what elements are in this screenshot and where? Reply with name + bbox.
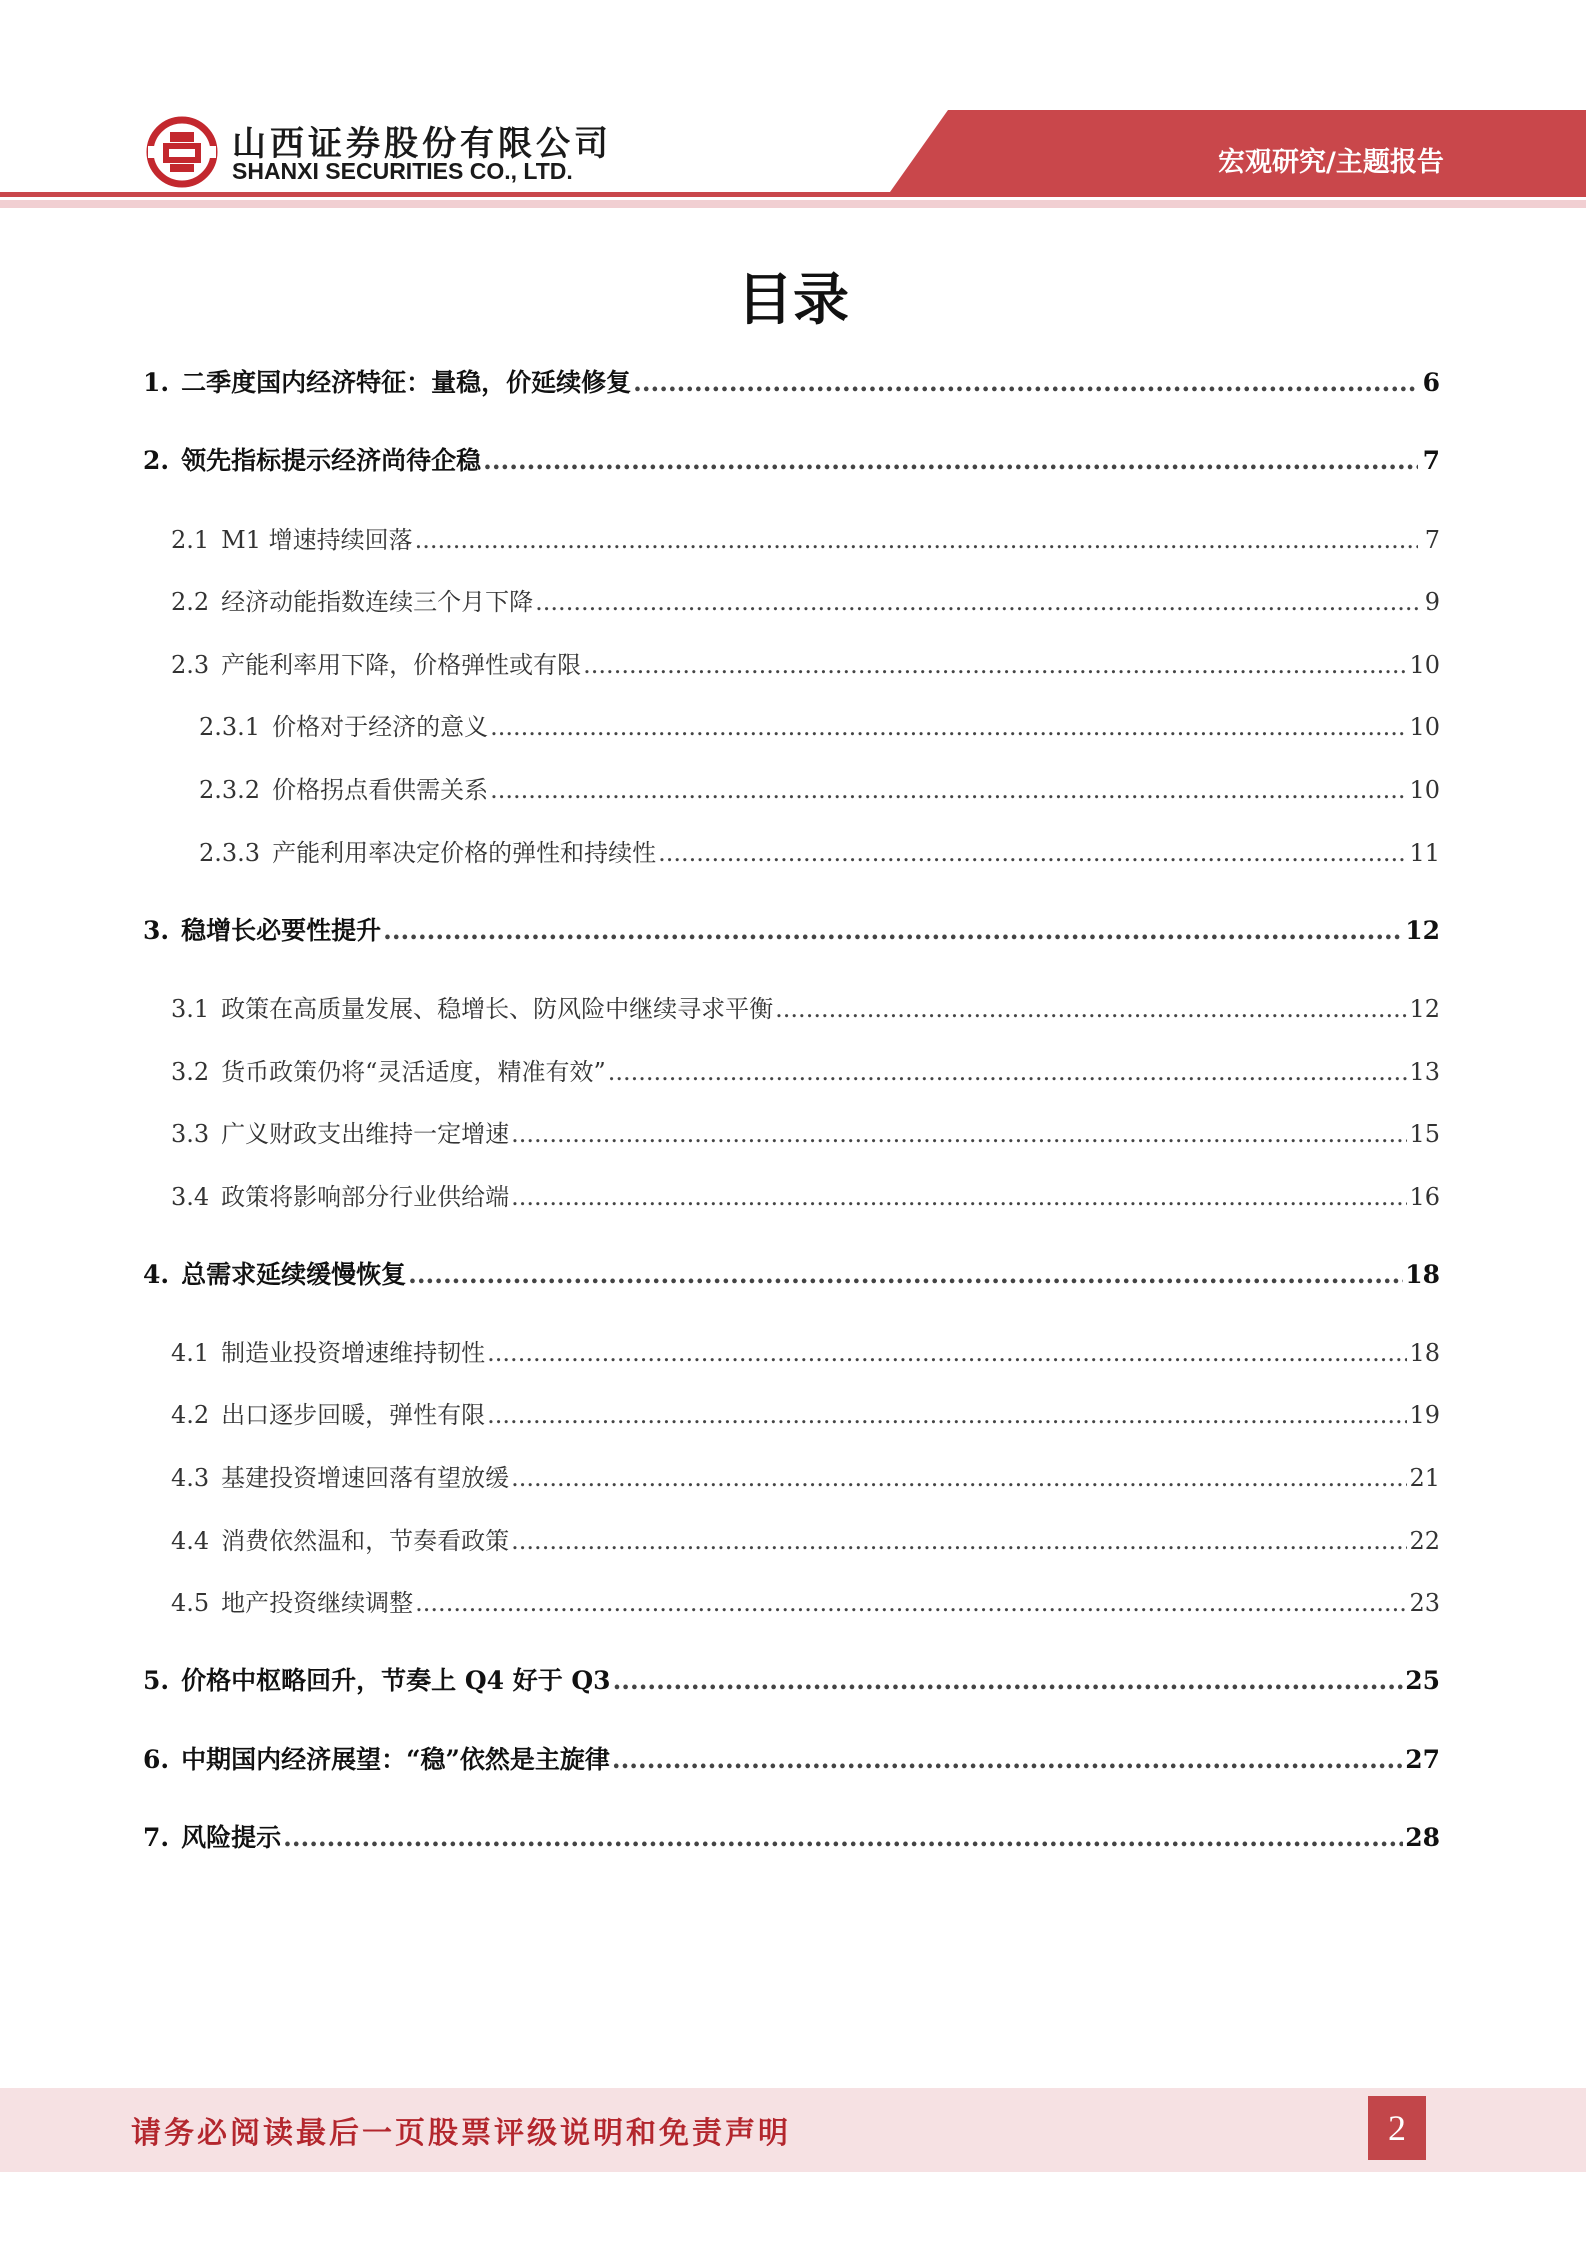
toc-entry[interactable] (171, 989, 1440, 1029)
toc-entry[interactable] (171, 1177, 1440, 1217)
toc-entry-title: 中期国内经济展望：“稳”依然是主旋律 (181, 1745, 610, 1774)
toc-entry-page: 13 (1409, 1058, 1440, 1086)
toc-entry-page: 18 (1405, 1260, 1440, 1289)
toc-entry-page: 10 (1409, 713, 1440, 741)
toc-dot-leader (483, 441, 1418, 481)
toc-dot-leader (383, 911, 1403, 951)
toc-entry-title: 二季度国内经济特征：量稳，价延续修复 (181, 368, 632, 397)
report-type-label: 宏观研究/主题报告 (1218, 147, 1444, 178)
disclaimer-link[interactable]: 请务必阅读最后一页股票评级说明和免责声明 (131, 2116, 791, 2151)
toc-entry-number: 3. (143, 916, 170, 945)
toc-dot-leader (490, 770, 1407, 810)
toc-dot-leader (535, 582, 1418, 622)
toc-entry-number: 2.2 (171, 588, 210, 616)
toc-entry-number: 3.4 (171, 1183, 210, 1211)
toc-entry-title: 货币政策仍将“灵活适度，精准有效” (221, 1058, 606, 1086)
page-number: 2 (1368, 2096, 1426, 2160)
toc-dot-leader (658, 833, 1407, 873)
toc-entry-title: 经济动能指数连续三个月下降 (221, 588, 534, 616)
toc-entry-number: 3.2 (171, 1058, 210, 1086)
toc-entry-page: 9 (1424, 588, 1440, 616)
page-footer (0, 2088, 1586, 2172)
company-name-cn: 山西证券股份有限公司 (232, 124, 612, 164)
toc-dot-leader (511, 1177, 1407, 1217)
toc-entry-title: 制造业投资增速维持韧性 (221, 1339, 486, 1367)
toc-entry[interactable] (143, 1255, 1440, 1295)
toc-entry-number: 7. (143, 1823, 170, 1852)
toc-dot-leader (511, 1458, 1407, 1498)
toc-entry-title: 广义财政支出维持一定增速 (221, 1120, 510, 1148)
toc-entry[interactable] (171, 582, 1440, 622)
toc-entry-number: 4.4 (171, 1527, 210, 1555)
toc-dot-leader (415, 520, 1418, 560)
toc-entry-page: 7 (1424, 526, 1440, 554)
toc-dot-leader (608, 1052, 1408, 1092)
toc-entry-number: 2.3.1 (199, 713, 261, 741)
toc-entry-number: 1. (143, 368, 170, 397)
toc-entry-number: 2. (143, 446, 170, 475)
toc-entry-title: 价格拐点看供需关系 (272, 776, 489, 804)
toc-dot-leader (408, 1255, 1403, 1295)
toc-entry-number: 2.3.2 (199, 776, 261, 804)
header-red-rule (0, 192, 1586, 197)
toc-entry-number: 5. (143, 1666, 170, 1695)
toc-entry[interactable] (199, 770, 1440, 810)
toc-entry[interactable] (171, 1583, 1440, 1623)
toc-entry[interactable] (171, 1395, 1440, 1435)
toc-entry[interactable] (143, 911, 1440, 951)
toc-entry-page: 25 (1405, 1666, 1440, 1695)
toc-dot-leader (490, 707, 1407, 747)
toc-entry-page: 12 (1405, 916, 1440, 945)
toc-dot-leader (511, 1521, 1407, 1561)
toc-entry-number: 4.5 (171, 1589, 210, 1617)
toc-dot-leader (487, 1333, 1407, 1373)
toc-entry[interactable] (171, 645, 1440, 685)
toc-entry[interactable] (143, 1661, 1440, 1701)
toc-entry-title: 地产投资继续调整 (221, 1589, 414, 1617)
toc-entry[interactable] (171, 1333, 1440, 1373)
toc-dot-leader (613, 1661, 1404, 1701)
toc-entry-title: 价格对于经济的意义 (272, 713, 489, 741)
toc-entry-page: 19 (1409, 1401, 1440, 1429)
toc-entry-title: 消费依然温和，节奏看政策 (221, 1527, 510, 1555)
toc-entry-title: 价格中枢略回升，节奏上 Q4 好于 Q3 (181, 1666, 611, 1695)
header-pink-rule (0, 200, 1586, 208)
toc-entry-title: 稳增长必要性提升 (181, 916, 382, 945)
toc-entry[interactable] (171, 1052, 1440, 1092)
toc-entry-title: 风险提示 (181, 1823, 282, 1852)
toc-entry-page: 21 (1409, 1464, 1440, 1492)
toc-entry-number: 4.2 (171, 1401, 210, 1429)
toc-entry[interactable] (171, 1114, 1440, 1154)
toc-entry-title: 基建投资增速回落有望放缓 (221, 1464, 510, 1492)
toc-entry-number: 4.1 (171, 1339, 210, 1367)
toc-dot-leader (633, 363, 1418, 403)
toc-entry-page: 18 (1409, 1339, 1440, 1367)
toc-dot-leader (511, 1114, 1407, 1154)
shanxi-securities-logo-icon (146, 116, 218, 188)
toc-entry-title: 领先指标提示经济尚待企稳 (181, 446, 482, 475)
toc-entry-number: 3.3 (171, 1120, 210, 1148)
toc-entry-title: 政策在高质量发展、稳增长、防风险中继续寻求平衡 (221, 995, 774, 1023)
toc-entry-page: 10 (1409, 776, 1440, 804)
toc-entry-page: 27 (1405, 1745, 1440, 1774)
toc-entry-title: 政策将影响部分行业供给端 (221, 1183, 510, 1211)
page-header (0, 0, 1586, 215)
toc-entry[interactable] (171, 1458, 1440, 1498)
toc-entry-number: 2.1 (171, 526, 210, 554)
toc-entry-page: 6 (1422, 368, 1440, 397)
toc-entry-number: 4.3 (171, 1464, 210, 1492)
toc-dot-leader (487, 1395, 1407, 1435)
toc-entry-page: 22 (1409, 1527, 1440, 1555)
toc-entry-number: 4. (143, 1260, 170, 1289)
toc-entry[interactable] (143, 441, 1440, 481)
toc-entry-title: M1 增速持续回落 (221, 526, 413, 554)
toc-entry-title: 产能利用率决定价格的弹性和持续性 (272, 839, 657, 867)
toc-entry-page: 15 (1409, 1120, 1440, 1148)
toc-entry-number: 2.3 (171, 651, 210, 679)
toc-entry-page: 12 (1409, 995, 1440, 1023)
toc-entry[interactable] (199, 707, 1440, 747)
toc-entry-title: 产能利率用下降，价格弹性或有限 (221, 651, 582, 679)
toc-entry-number: 6. (143, 1745, 170, 1774)
toc-entry[interactable] (143, 363, 1440, 403)
toc-entry-page: 10 (1409, 651, 1440, 679)
toc-title: 目录 (737, 267, 849, 333)
toc-entry-number: 3.1 (171, 995, 210, 1023)
toc-entry[interactable] (199, 833, 1440, 873)
toc-entry[interactable] (171, 520, 1440, 560)
toc-dot-leader (415, 1583, 1407, 1623)
toc-entry-page: 11 (1409, 839, 1440, 867)
toc-entry-title: 总需求延续缓慢恢复 (181, 1260, 407, 1289)
toc-entry[interactable] (171, 1521, 1440, 1561)
toc-entry-page: 16 (1409, 1183, 1440, 1211)
toc-dot-leader (612, 1740, 1403, 1780)
toc-entry[interactable] (143, 1818, 1440, 1858)
toc-dot-leader (583, 645, 1407, 685)
toc-entry-title: 出口逐步回暖，弹性有限 (221, 1401, 486, 1429)
toc-dot-leader (775, 989, 1407, 1029)
toc-entry[interactable] (143, 1740, 1440, 1780)
toc-entry-number: 2.3.3 (199, 839, 261, 867)
toc-entry-page: 7 (1422, 446, 1440, 475)
company-name-en: SHANXI SECURITIES CO., LTD. (232, 158, 573, 184)
toc-dot-leader (283, 1818, 1403, 1858)
toc-entry-page: 28 (1405, 1823, 1440, 1852)
toc-entry-page: 23 (1409, 1589, 1440, 1617)
